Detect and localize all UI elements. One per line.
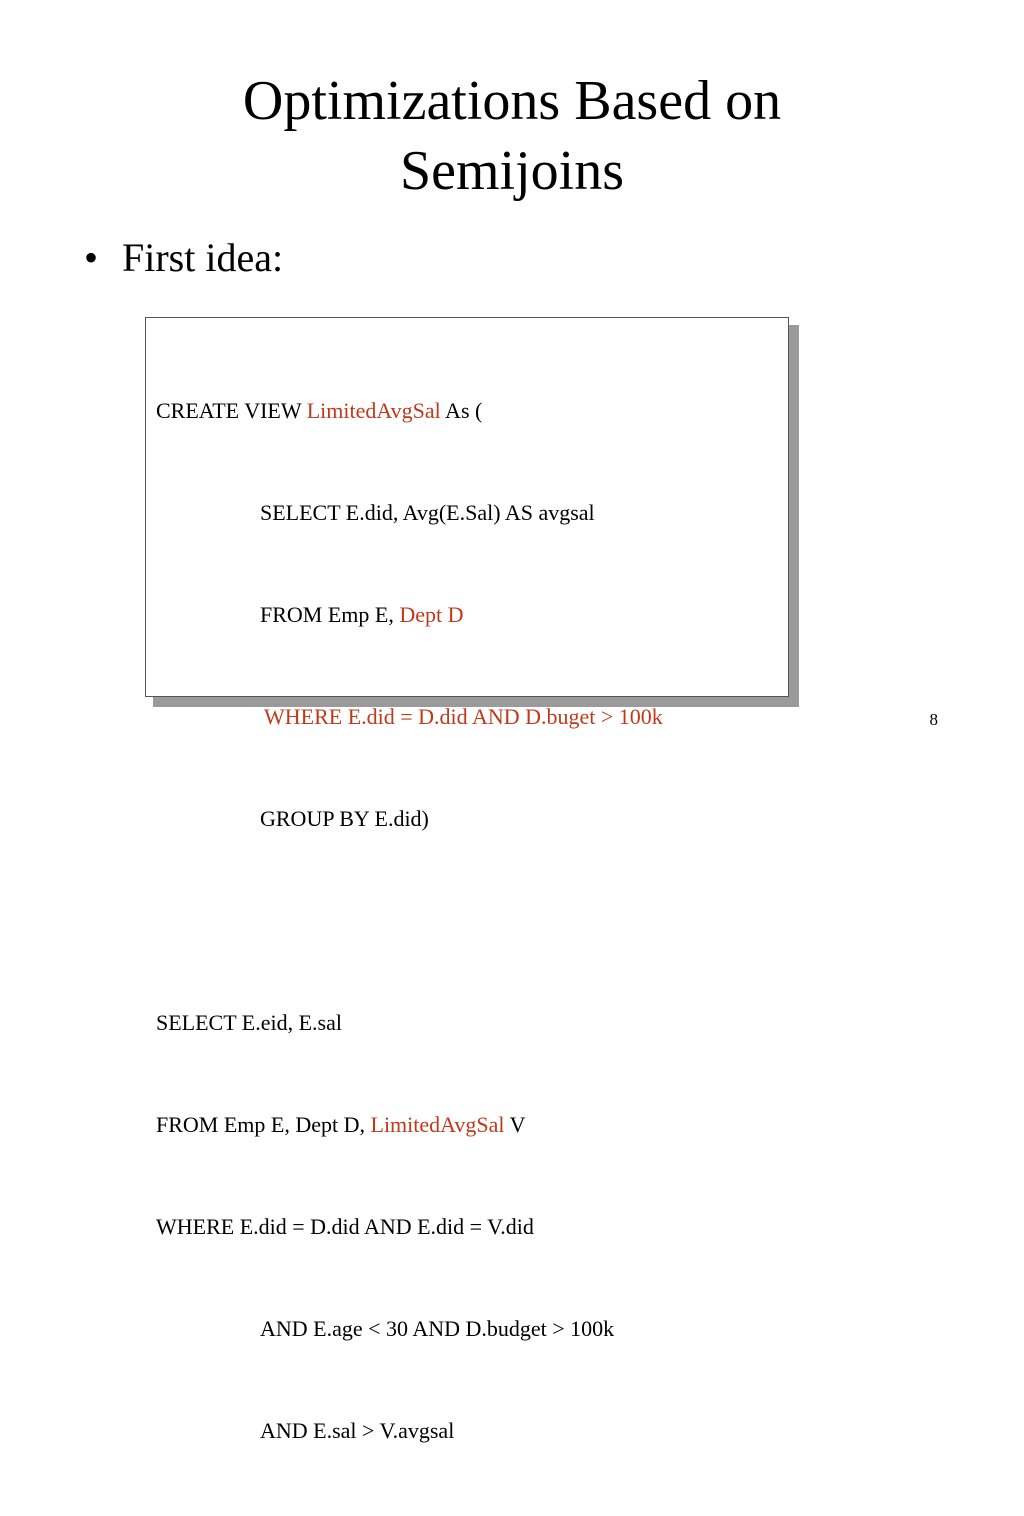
code-line-3-a: FROM Emp E, xyxy=(260,602,400,627)
code-line-1-a: CREATE VIEW xyxy=(156,398,307,423)
bullet-icon: • xyxy=(84,235,99,280)
code-line-5: GROUP BY E.did) xyxy=(260,806,429,831)
sql-code-box xyxy=(145,317,789,1443)
code-line-8 xyxy=(156,1108,663,1142)
view-ref-highlight: LimitedAvgSal xyxy=(370,1112,505,1137)
code-line-blank xyxy=(156,904,663,938)
code-line-4-highlight: WHERE E.did = D.did AND D.buget > 100k xyxy=(264,704,663,729)
code-line-1 xyxy=(156,394,663,428)
code-line-3 xyxy=(156,598,663,632)
page-number: 8 xyxy=(929,710,938,729)
code-line-10: AND E.age < 30 AND D.budget > 100k xyxy=(260,1316,615,1341)
code-line-7: SELECT E.eid, E.sal xyxy=(156,1010,342,1035)
view-name-highlight: LimitedAvgSal xyxy=(306,398,441,423)
code-line-2: SELECT E.did, Avg(E.Sal) AS avgsal xyxy=(260,500,595,525)
title-line-1: Optimizations Based on xyxy=(242,70,782,132)
slide-title xyxy=(0,66,1024,206)
bullet-text: First idea: xyxy=(122,235,284,280)
code-line-8-c: V xyxy=(504,1112,526,1137)
code-line-9: WHERE E.did = D.did AND E.did = V.did xyxy=(156,1214,534,1239)
dept-highlight: Dept D xyxy=(399,602,464,627)
code-line-11: AND E.sal > V.avgsal xyxy=(260,1418,455,1443)
sql-code xyxy=(156,326,663,1516)
title-line-2: Semijoins xyxy=(399,140,625,202)
code-line-8-a: FROM Emp E, Dept D, xyxy=(156,1112,371,1137)
bullet-item xyxy=(84,232,283,284)
code-line-1-c: As ( xyxy=(440,398,483,423)
